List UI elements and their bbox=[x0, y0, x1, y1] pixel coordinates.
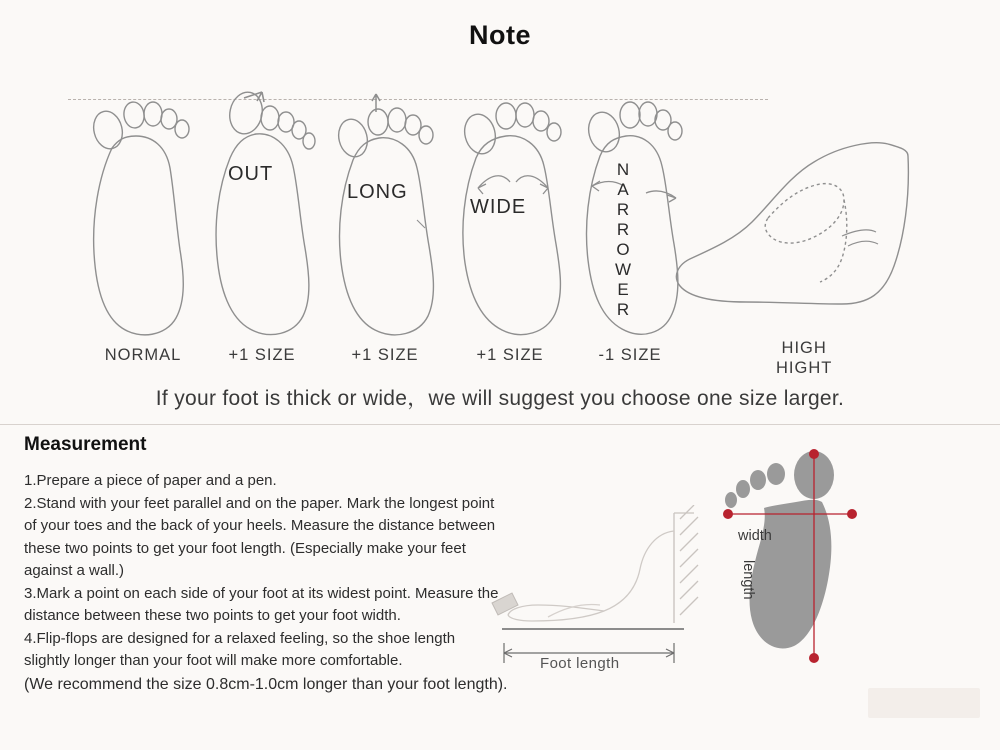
foot-illustration-out bbox=[200, 88, 320, 364]
side-foot-label-line1: HIGH bbox=[781, 339, 827, 357]
measurement-note: (We recommend the size 0.8cm-1.0cm longer than your foot length). bbox=[24, 676, 508, 693]
side-foot-label-line2: HIGHT bbox=[776, 359, 833, 377]
foot-label-long: +1 SIZE bbox=[351, 346, 419, 364]
foot-label-narrower: -1 SIZE bbox=[598, 346, 662, 364]
measurement-step-2: 2.Stand with your feet parallel and on the paper. Mark the longest point of your toes and the back of your heels. Measure the distance between these two points to get your foot length. (Especially make your feet against a wall.) bbox=[24, 494, 496, 579]
foot-against-wall-icon bbox=[488, 505, 708, 680]
watermark-block bbox=[868, 688, 980, 718]
measurement-step-3: 3.Mark a point on each side of your foot at its widest point. Measure the distance between these two points to get your foot width. bbox=[24, 584, 499, 624]
foot-width-label: width bbox=[738, 528, 772, 544]
foot-illustration-normal bbox=[78, 88, 198, 364]
section-divider bbox=[0, 424, 1000, 425]
foot-label-normal: NORMAL bbox=[104, 346, 182, 364]
foot-outline-icon bbox=[325, 88, 455, 348]
measurement-heading: Measurement bbox=[24, 434, 147, 455]
foot-illustration-long bbox=[325, 88, 445, 364]
foot-length-diagram bbox=[488, 505, 708, 680]
foot-label-out: +1 SIZE bbox=[228, 346, 296, 364]
measurement-step-1: 1.Prepare a piece of paper and a pen. bbox=[24, 472, 277, 489]
foot-outline-icon bbox=[200, 88, 330, 348]
feet-diagram-area bbox=[0, 78, 1000, 378]
foot-label-wide: +1 SIZE bbox=[476, 346, 544, 364]
foot-length-label: Foot length bbox=[540, 655, 620, 672]
measurement-step-4: 4.Flip-flops are designed for a relaxed feeling, so the shoe length slightly longer than your foot will make more comfortable. bbox=[24, 629, 456, 669]
page-title: Note bbox=[469, 20, 531, 50]
foot-length-vertical-label: length bbox=[740, 560, 756, 600]
foot-inner-word-long: LONG bbox=[347, 181, 408, 203]
foot-outline-icon bbox=[78, 88, 208, 348]
foot-inner-word-wide: WIDE bbox=[470, 196, 527, 218]
foot-inner-word-out: OUT bbox=[228, 163, 274, 185]
measurement-steps bbox=[24, 470, 504, 673]
foot-illustration-high-instep bbox=[672, 88, 922, 377]
foot-inner-word-narrower: N A R R O W E R bbox=[614, 160, 632, 319]
side-foot-outline-icon bbox=[672, 88, 922, 348]
side-foot-label bbox=[776, 338, 832, 378]
foot-illustration-wide bbox=[450, 88, 570, 364]
size-suggestion-text: If your foot is thick or wide，we will suggest you choose one size larger. bbox=[155, 387, 845, 410]
